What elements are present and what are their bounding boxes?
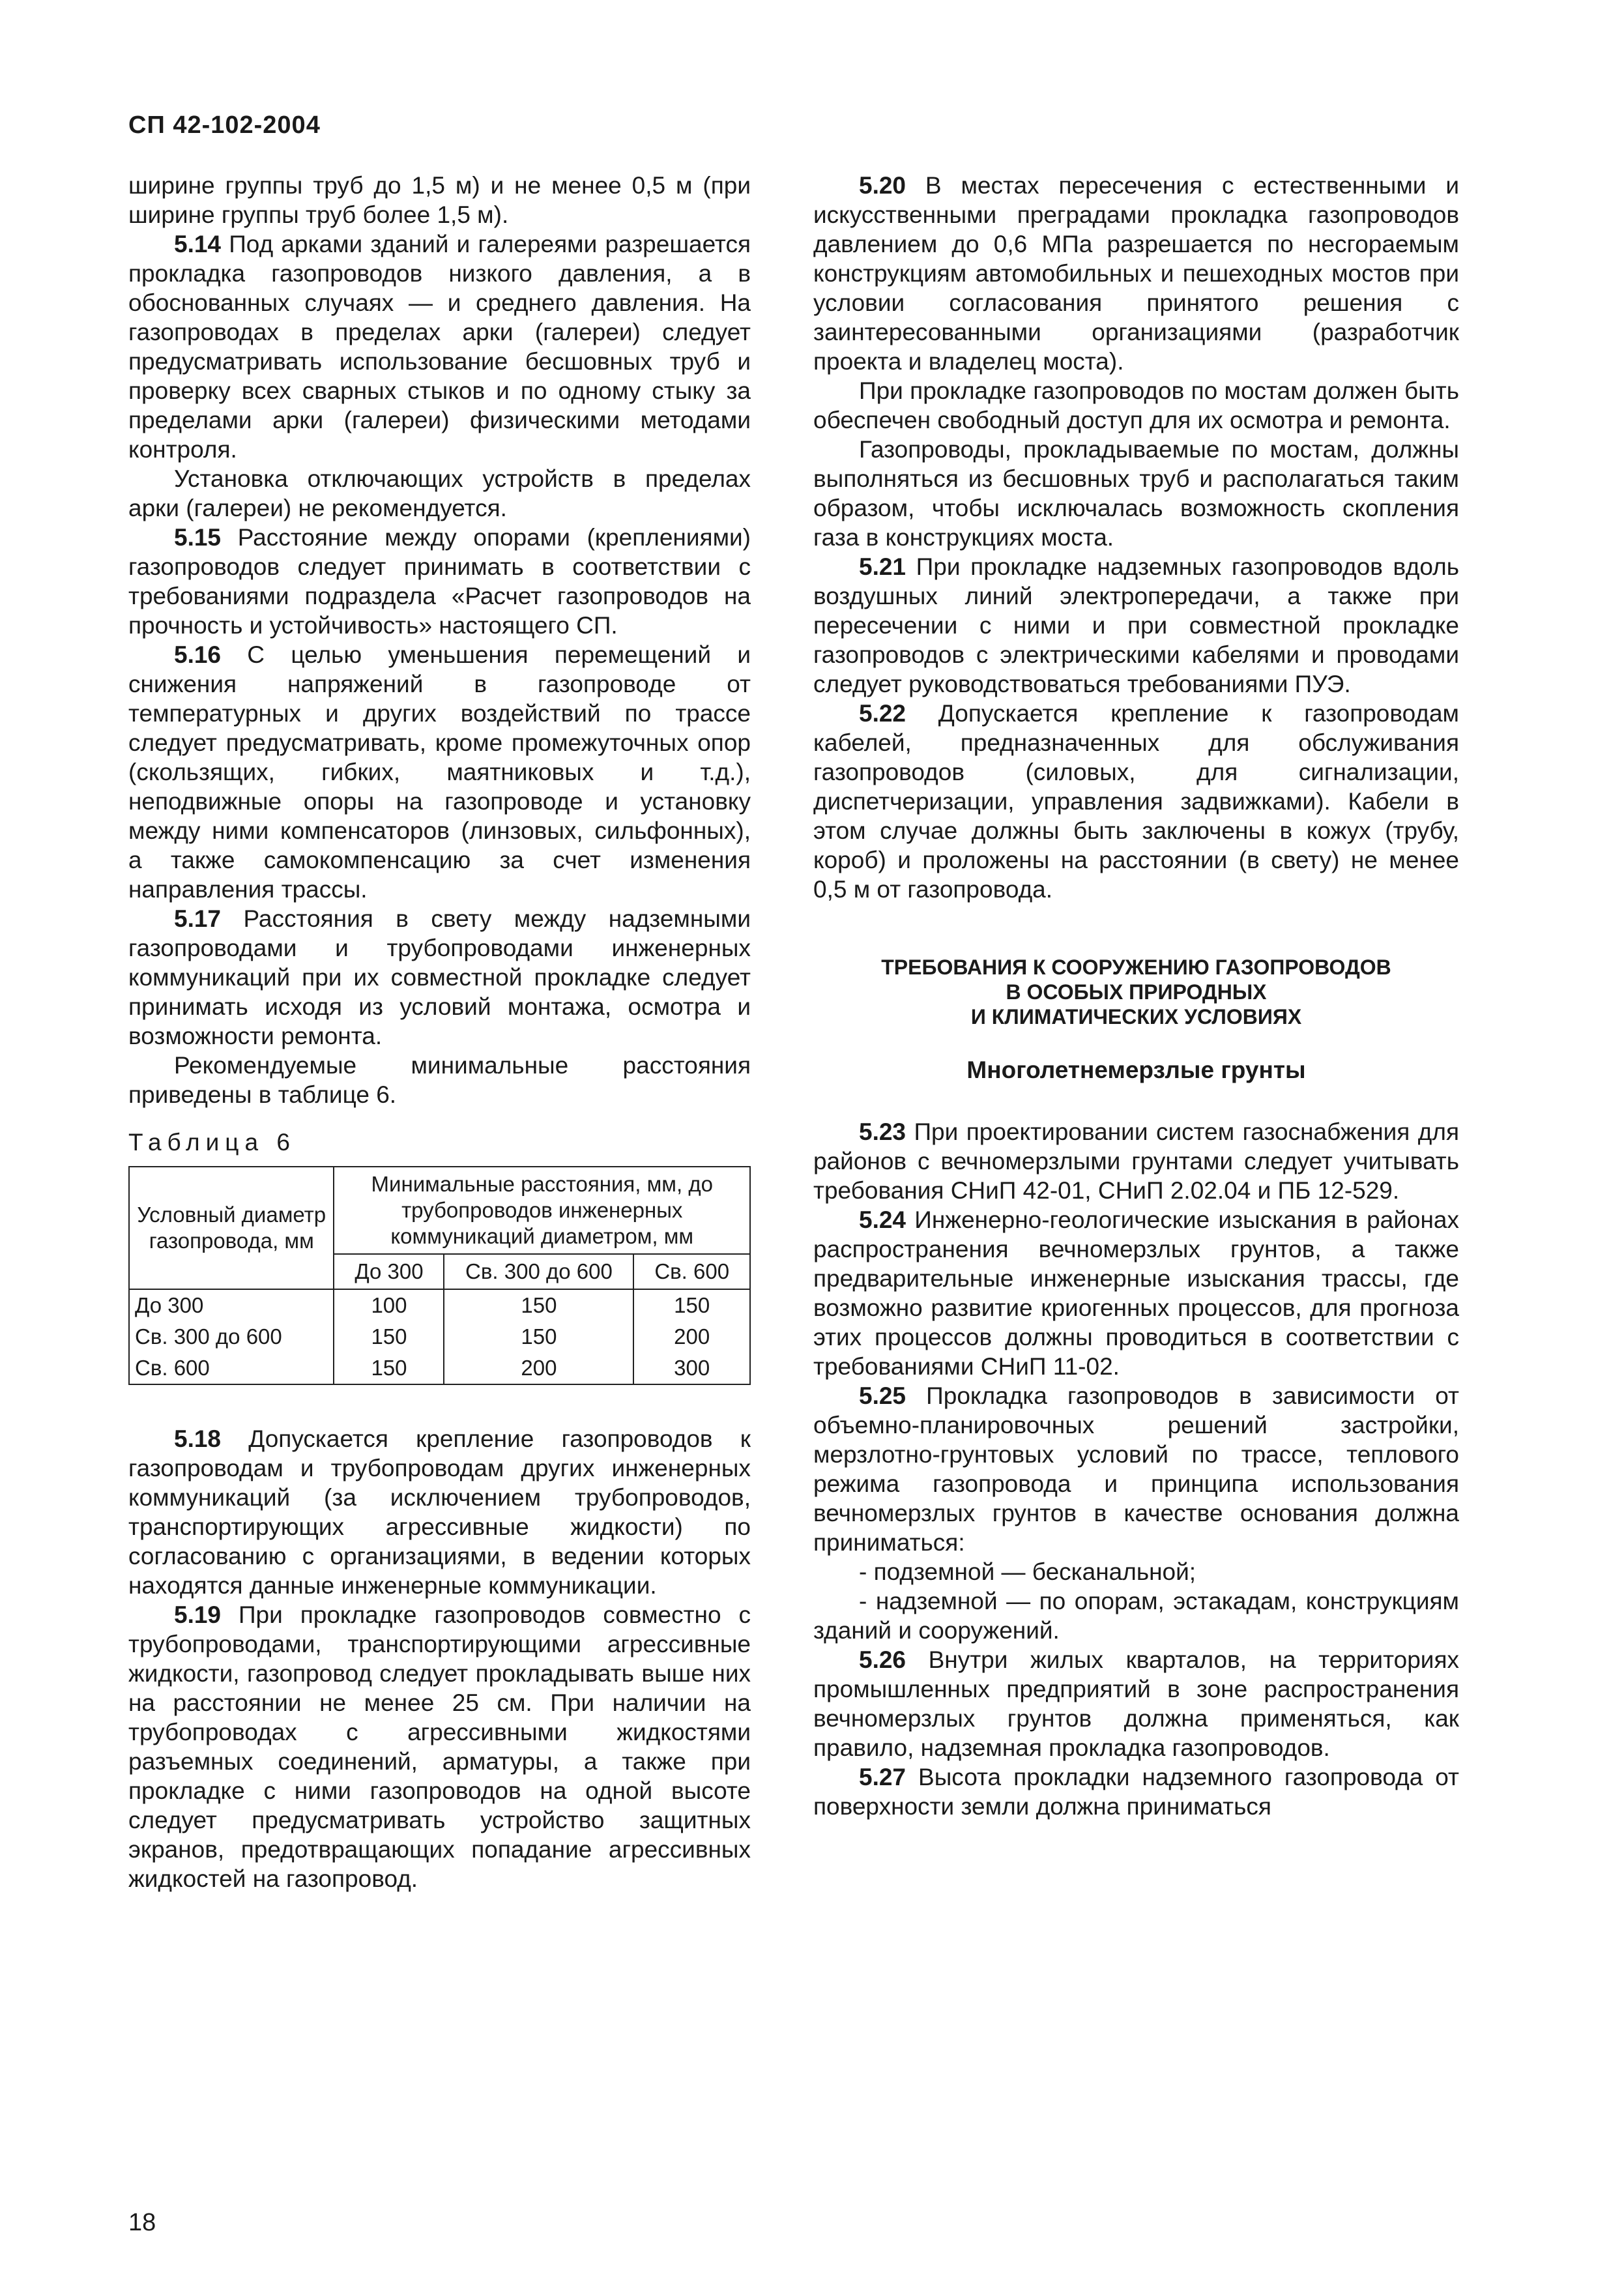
clause-number: 5.21 [859,553,906,580]
clause-number: 5.17 [174,905,222,932]
paragraph-5-16 [128,640,751,904]
paragraph-5-15 [128,523,751,640]
table-cell: Св. 600 [129,1352,334,1384]
clause-number: 5.24 [859,1206,906,1233]
table-row [129,1352,750,1384]
table-6 [128,1166,751,1385]
paragraph-continuation: ширине группы труб до 1,5 м) и не менее 0,5 м (при ширине группы труб более 1,5 м). [128,172,751,228]
clause-text: При проектировании систем газоснабжения для районов с вечномерзлыми грунтами следует учитывать требования СНиП 42-01, СНиП 2.02.04 и ПБ 12-529. [813,1118,1459,1204]
section-heading-line: В ОСОБЫХ ПРИРОДНЫХ [1006,980,1267,1004]
table-subheader: Св. 600 [633,1254,750,1289]
table-cell: Св. 300 до 600 [129,1321,334,1352]
clause-number: 5.26 [859,1646,906,1673]
section-heading [813,955,1459,1029]
table-cell: 200 [444,1352,633,1384]
table-cell: 150 [444,1289,633,1321]
clause-number: 5.19 [174,1601,222,1628]
paragraph-5-25 [813,1381,1459,1557]
clause-text: Под арками зданий и галереями разрешается прокладка газопроводов низкого давления, а в обоснованных случаях — и среднего давления. На газопроводах в пределах арки (галереи) следует предусматривать использование бесшовных труб и проверку всех сварных стыков и по одному стыку за пределами арки (галереи) физическими методами контроля. [128,231,751,463]
table-subheader: До 300 [334,1254,444,1289]
paragraph-5-20-b: При прокладке газопроводов по мостам должен быть обеспечен свободный доступ для их осмотра и ремонта. [813,377,1459,433]
left-column [128,171,751,1893]
table-row [129,1289,750,1321]
clause-text: Прокладка газопроводов в зависимости от объемно-планировочных решений застройки, мерзлотно-грунтовых условий по трассе, теплового режима газопровода и принципа использования вечномерзлых грунтов в качестве основания должна приниматься: [813,1382,1459,1556]
paragraph-5-20 [813,171,1459,376]
list-item: - надземной — по опорам, эстакадам, конструкциям зданий и сооружений. [813,1588,1459,1644]
clause-number: 5.20 [859,172,906,199]
list-item: - подземной — бесканальной; [859,1558,1196,1585]
paragraph-5-18 [128,1424,751,1600]
clause-text: Высота прокладки надземного газопровода от поверхности земли должна приниматься [813,1764,1459,1820]
table-cell: 150 [334,1352,444,1384]
paragraph-5-27 [813,1762,1459,1821]
paragraph-5-22 [813,699,1459,904]
table-cell: 300 [633,1352,750,1384]
clause-number: 5.14 [174,231,222,257]
clause-text: Внутри жилых кварталов, на территориях промышленных предприятий в зоне распространения вечномерзлых грунтов должна применяться, как правило, надземная прокладка газопроводов. [813,1646,1459,1761]
clause-number: 5.25 [859,1382,906,1409]
table-cell: 150 [334,1321,444,1352]
table-cell: До 300 [129,1289,334,1321]
paragraph-5-17 [128,904,751,1051]
clause-text: При прокладке газопроводов совместно с трубопроводами, транспортирующими агрессивные жидкости, газопровод следует прокладывать выше них на расстоянии не менее 25 см. При наличии на трубопроводах с агрессивными жидкостями разъемных соединений, арматуры, а также при прокладке с ними газопроводов на одной высоте следует предусматривать устройство защитных экранов, предотвращающих попадание агрессивных жидкостей на газопровод. [128,1601,751,1892]
table-header-diameter: Условный диаметр газопровода, мм [129,1167,334,1289]
table-caption: Таблица 6 [128,1129,296,1156]
clause-text: Допускается крепление к газопроводам кабелей, предназначенных для обслуживания газопроводов (силовых, для сигнализации, диспетчеризации, управления задвижками). Кабели в этом случае должны быть заключены в кожух (трубу, короб) и проложены на расстоянии (в свету) не менее 0,5 м от газопровода. [813,700,1459,903]
table-cell: 150 [444,1321,633,1352]
document-code: СП 42-102-2004 [128,111,321,139]
clause-number: 5.16 [174,641,222,668]
paragraph-5-14 [128,229,751,464]
paragraph-5-23 [813,1117,1459,1205]
clause-number: 5.23 [859,1118,906,1145]
paragraph-5-26 [813,1645,1459,1762]
page-number: 18 [128,2209,156,2236]
clause-number: 5.27 [859,1764,906,1790]
table-row [129,1321,750,1352]
table-cell: 150 [633,1289,750,1321]
paragraph-5-24 [813,1205,1459,1381]
clause-text: С целью уменьшения перемещений и снижения напряжений в газопроводе от температурных и других воздействий по трассе следует предусматривать, кроме промежуточных опор (скользящих, гибких, маятниковых и т.д.), неподвижные опоры на газопроводе и установку между ними компенсаторов (линзовых, сильфонных), а также самокомпенсацию за счет изменения направления трассы. [128,641,751,903]
clause-text: В местах пересечения с естественными и искусственными преградами прокладка газопроводов давлением до 0,6 МПа разрешается по несгораемым конструкциям автомобильных и пешеходных мостов при условии согласования принятого решения с заинтересованными организациями (разработчик проекта и владелец моста). [813,172,1459,375]
table-subheader: Св. 300 до 600 [444,1254,633,1289]
clause-text: Инженерно-геологические изыскания в районах распространения вечномерзлых грунтов, а также предварительные инженерные изыскания трассы, где возможно развитие криогенных процессов, для прогноза этих процессов должны проводиться в соответствии с требованиями СНиП 11-02. [813,1206,1459,1380]
clause-number: 5.22 [859,700,906,727]
clause-number: 5.15 [174,524,222,551]
paragraph-5-20-c: Газопроводы, прокладываемые по мостам, должны выполняться из бесшовных труб и располагаться таким образом, чтобы исключалась возможность скопления газа в конструкциях моста. [813,436,1459,551]
section-heading-line: И КЛИМАТИЧЕСКИХ УСЛОВИЯХ [970,1005,1302,1029]
paragraph-5-19 [128,1600,751,1893]
clause-number: 5.18 [174,1425,222,1452]
clause-text: Расстояния в свету между надземными газопроводами и трубопроводами инженерных коммуникаций при их совместной прокладке следует принимать исходя из условий монтажа, осмотра и возможности ремонта. [128,905,751,1049]
table-cell: 200 [633,1321,750,1352]
table-cell: 100 [334,1289,444,1321]
clause-text: Расстояние между опорами (креплениями) газопроводов следует принимать в соответствии с требованиями подраздела «Расчет газопроводов на прочность и устойчивость» настоящего СП. [128,524,751,639]
paragraph-5-14-b: Установка отключающих устройств в пределах арки (галереи) не рекомендуется. [128,465,751,521]
paragraph-5-17-b: Рекомендуемые минимальные расстояния приведены в таблице 6. [128,1052,751,1108]
table-header-group: Минимальные расстояния, мм, до трубопроводов инженерных коммуникаций диаметром, мм [334,1167,750,1254]
clause-text: Допускается крепление газопроводов к газопроводам и трубопроводам других инженерных коммуникаций (за исключением трубопроводов, транспортирующих агрессивные жидкости) по согласованию с организациями, в ведении которых находятся данные инженерные коммуникации. [128,1425,751,1599]
subsection-heading: Многолетнемерзлые грунты [966,1057,1306,1083]
right-column [813,171,1459,1821]
clause-text: При прокладке надземных газопроводов вдоль воздушных линий электропередачи, а также при пересечении с ними и при совместной прокладке газопроводов с электрическими кабелями и проводами следует руководствоваться требованиями ПУЭ. [813,553,1459,697]
paragraph-5-21 [813,552,1459,699]
section-heading-line: ТРЕБОВАНИЯ К СООРУЖЕНИЮ ГАЗОПРОВОДОВ [881,956,1391,979]
